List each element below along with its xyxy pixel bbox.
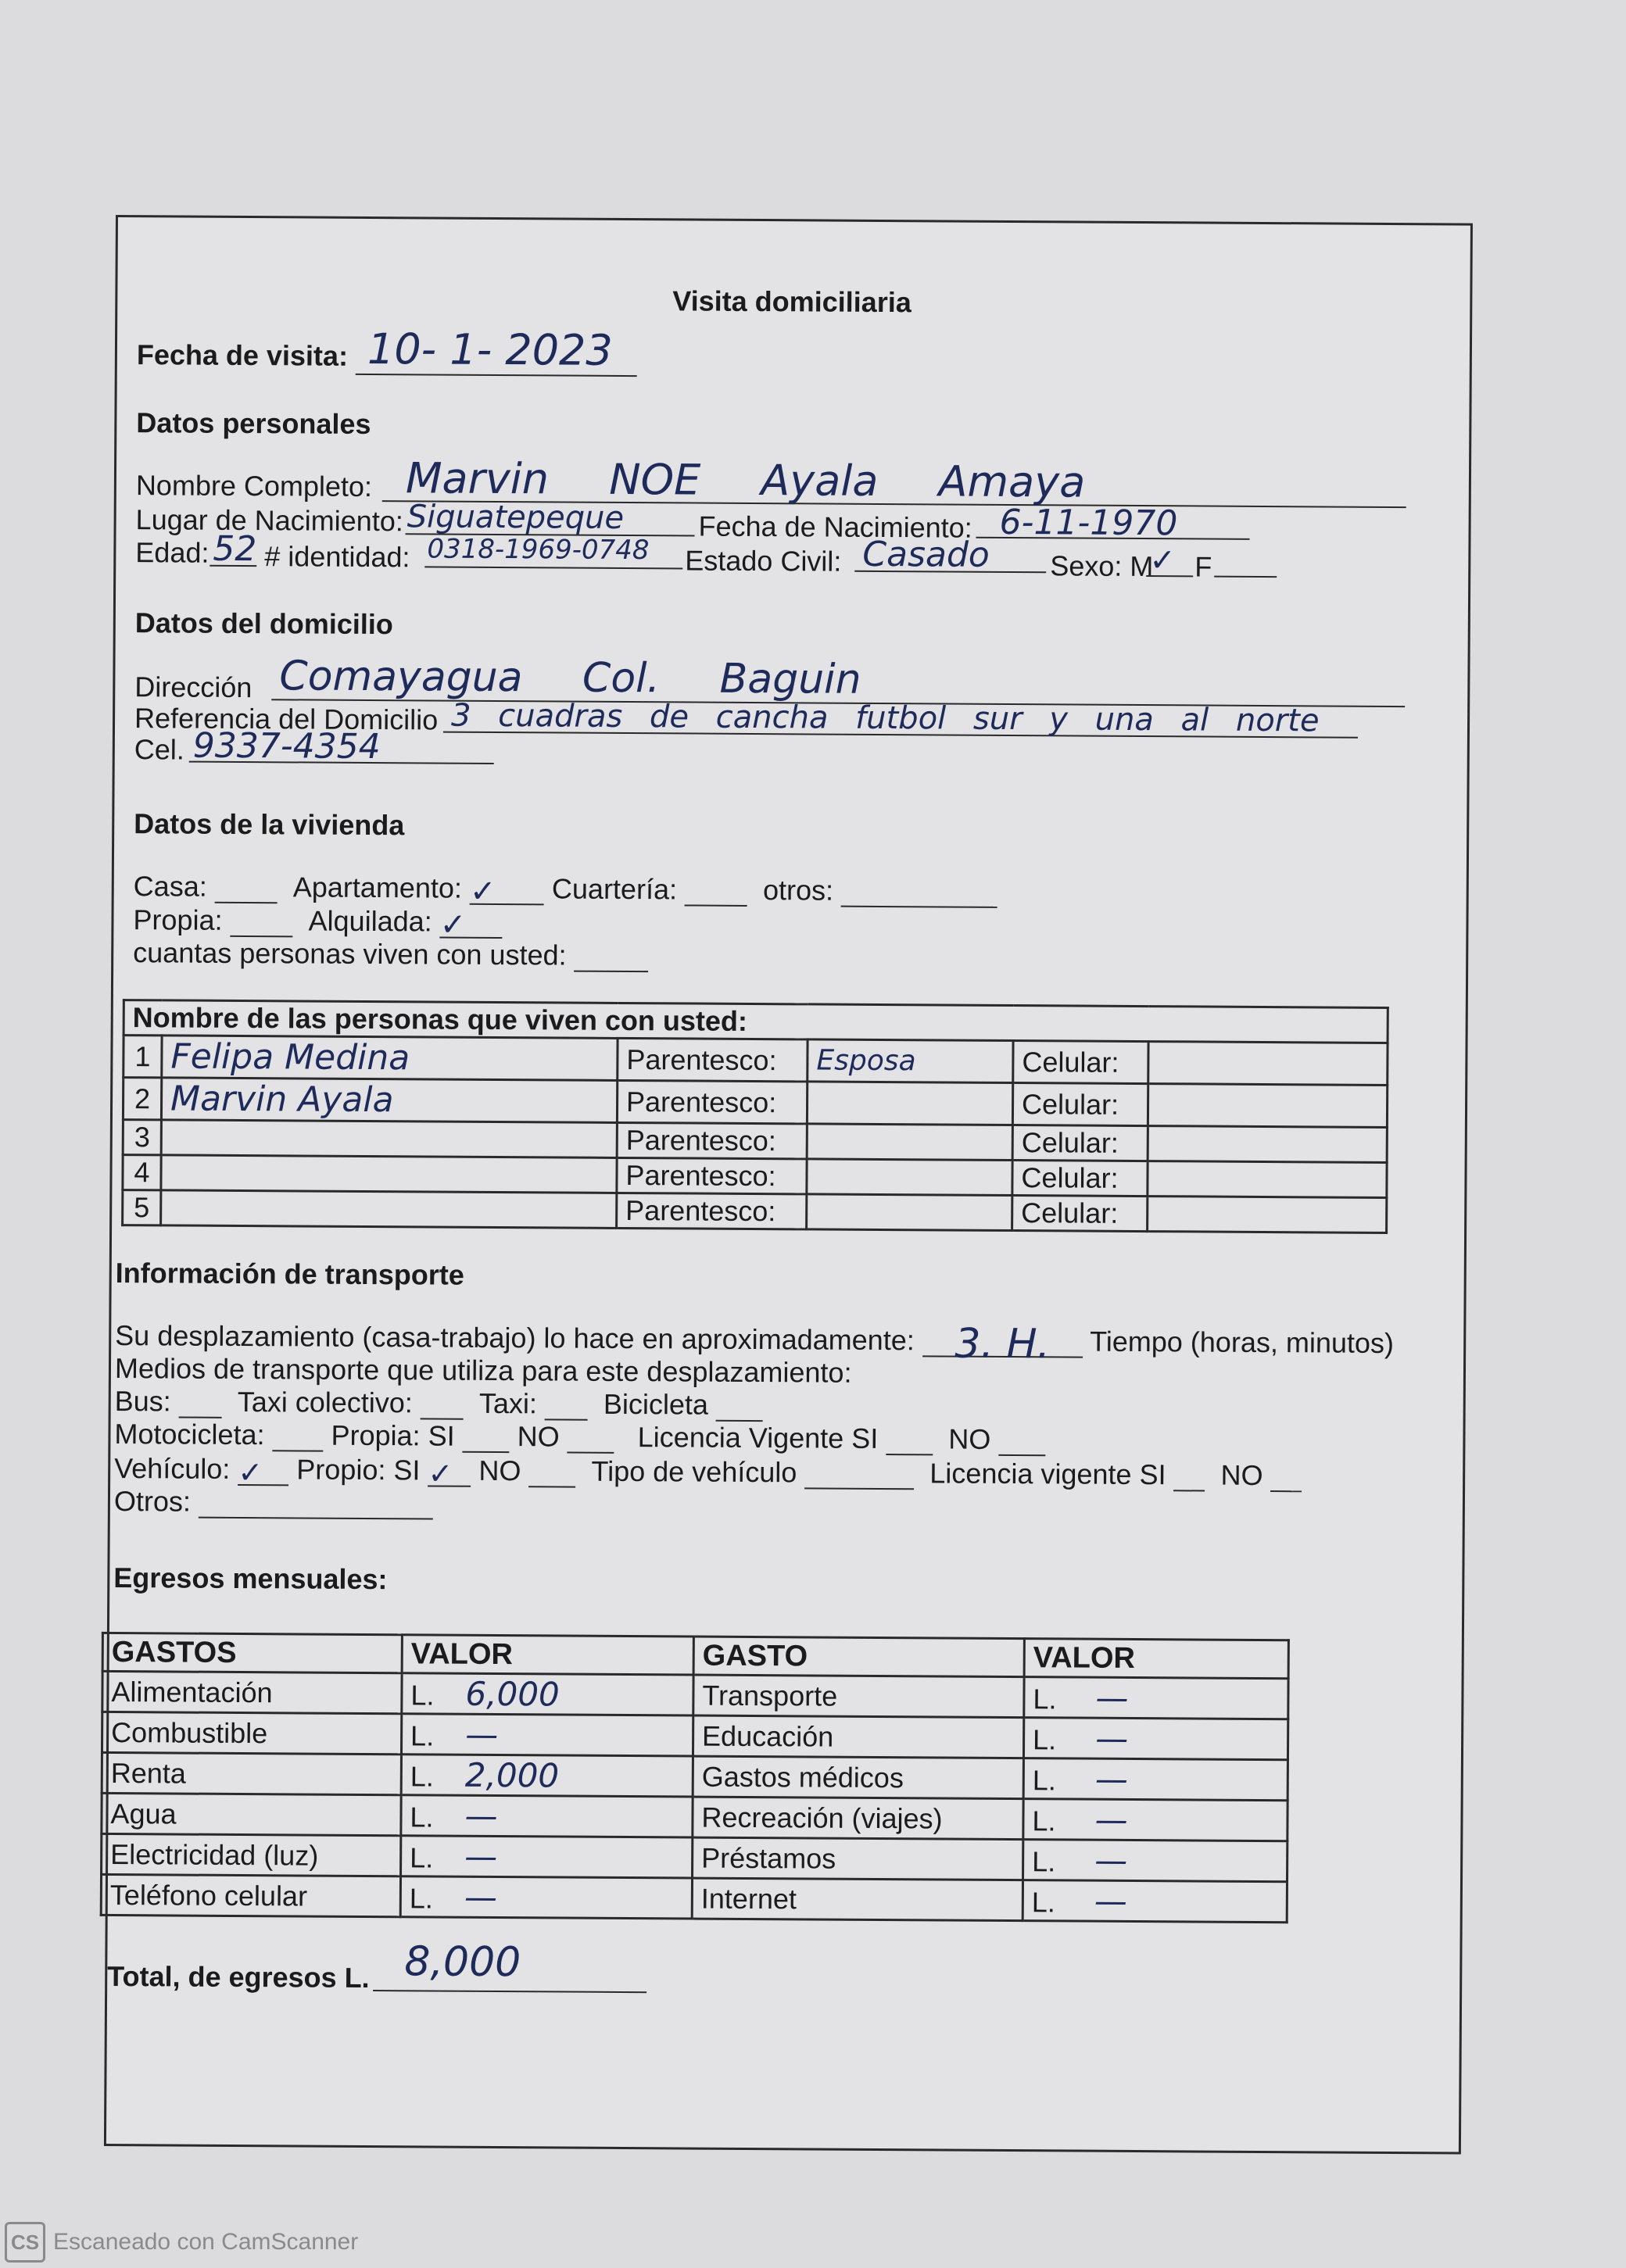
expense-name-b: Internet xyxy=(692,1878,1023,1921)
vehiculo-label: Vehículo: xyxy=(114,1452,231,1485)
people-row-cell xyxy=(1148,1197,1387,1233)
expense-name-a: Agua xyxy=(102,1793,401,1835)
id-value: 0318-1969-0748 xyxy=(427,533,650,567)
expense-name-b: Recreación (viajes) xyxy=(693,1797,1023,1840)
expense-name-b: Préstamos xyxy=(693,1837,1023,1880)
col-gastos: GASTOS xyxy=(102,1633,402,1672)
people-row-parentesco-label: Parentesco: xyxy=(617,1122,807,1158)
expense-currency-b: L. xyxy=(1032,1764,1056,1797)
people-row-number: 5 xyxy=(123,1190,161,1225)
total-value: 8,000 xyxy=(404,1938,521,1987)
transport-heading: Información de transporte xyxy=(115,1257,464,1291)
expenses-heading: Egresos mensuales: xyxy=(113,1561,388,1596)
form-title: Visita domiciliaria xyxy=(672,284,911,319)
expense-value-b: — xyxy=(1095,1678,1129,1717)
total-label: Total, de egresos L. xyxy=(107,1959,370,1994)
col-valor-2: VALOR xyxy=(1024,1639,1288,1679)
expense-currency-a: L. xyxy=(410,1801,434,1833)
bus-label: Bus: xyxy=(114,1385,171,1418)
expense-row xyxy=(102,1712,1288,1759)
dwelling-heading: Datos de la vivienda xyxy=(134,807,405,842)
vehiculo-propio-label: Propio: SI xyxy=(296,1453,421,1486)
people-row-name xyxy=(161,1155,617,1193)
expense-name-a: Teléfono celular xyxy=(101,1874,400,1916)
expense-value-b: — xyxy=(1094,1800,1128,1839)
people-row-relation xyxy=(807,1159,1012,1196)
col-gasto: GASTO xyxy=(693,1637,1024,1677)
reference-label: Referencia del Domicilio xyxy=(134,702,439,736)
age-value: 52 xyxy=(213,528,257,570)
moto-no-label: NO xyxy=(517,1420,560,1453)
reference-value: 3 cuadras de cancha futbol sur y una al norte xyxy=(450,697,1320,739)
alquilada-label: Alquilada: xyxy=(308,904,432,938)
people-row-celular-label: Celular: xyxy=(1012,1161,1148,1197)
people-row-relation xyxy=(807,1124,1012,1161)
expense-row xyxy=(101,1874,1287,1922)
people-row-parentesco-label: Parentesco: xyxy=(617,1080,807,1123)
commute-value: 3. H. xyxy=(922,1332,1083,1358)
people-row-relation xyxy=(807,1194,1012,1231)
expense-currency-b: L. xyxy=(1032,1845,1056,1878)
people-table xyxy=(121,999,1389,1234)
people-row xyxy=(123,1190,1387,1233)
otros-label: otros: xyxy=(762,874,834,907)
people-row-cell xyxy=(1148,1042,1388,1086)
phone-label: Cel. xyxy=(134,733,184,766)
expense-value-a: — xyxy=(464,1877,498,1917)
motocicleta-label: Motocicleta: xyxy=(114,1418,265,1451)
alquilada-checkmark: ✓ xyxy=(440,914,503,939)
expense-value-a: — xyxy=(464,1837,498,1876)
camscanner-watermark xyxy=(5,2222,358,2263)
expense-currency-a: L. xyxy=(410,1760,434,1793)
expenses-table xyxy=(100,1632,1290,1923)
civil-label: Estado Civil: xyxy=(685,544,842,578)
expense-row xyxy=(102,1793,1288,1841)
expense-name-b: Gastos médicos xyxy=(693,1756,1023,1799)
people-row-relation: Esposa xyxy=(808,1039,1013,1083)
people-row xyxy=(124,1036,1388,1086)
means-label: Medios de transporte que utiliza para este desplazamiento: xyxy=(114,1352,852,1389)
taxi-label: Taxi: xyxy=(478,1386,538,1420)
expense-value-b: — xyxy=(1094,1881,1128,1920)
camscanner-text: Escaneado con CamScanner xyxy=(53,2229,359,2255)
home-heading: Datos del domicilio xyxy=(134,606,393,641)
id-label: # identidad: xyxy=(264,540,410,574)
sex-m-checkmark: ✓ xyxy=(1149,542,1176,579)
apartamento-label: Apartamento: xyxy=(292,871,463,904)
expense-currency-a: L. xyxy=(410,1841,434,1874)
expense-name-a: Electricidad (luz) xyxy=(102,1833,401,1876)
form-sheet xyxy=(104,215,1473,2155)
birthdate-label: Fecha de Nacimiento: xyxy=(698,510,972,544)
moto-licencia-no-label: NO xyxy=(948,1422,991,1455)
people-row-name xyxy=(161,1190,617,1229)
propia-label: Propia: xyxy=(133,903,223,936)
expense-currency-a: L. xyxy=(409,1882,434,1915)
people-row-number: 1 xyxy=(124,1036,162,1078)
people-row-celular-label: Celular: xyxy=(1012,1125,1148,1161)
vehiculo-tipo-label: Tipo de vehículo xyxy=(591,1454,797,1489)
vehiculo-licencia-no-label: NO xyxy=(1220,1458,1263,1491)
expense-name-a: Combustible xyxy=(102,1712,401,1754)
people-row-name: Marvin Ayala xyxy=(161,1078,617,1123)
people-row-name xyxy=(161,1120,617,1158)
people-count-label: cuantas personas viven con usted: xyxy=(133,936,567,971)
commute-units: Tiempo (horas, minutos) xyxy=(1090,1325,1395,1360)
expense-value-b: — xyxy=(1095,1719,1129,1758)
vehiculo-licencia-label: Licencia vigente SI xyxy=(929,1457,1166,1491)
moto-licencia-label: Licencia Vigente SI xyxy=(637,1421,879,1454)
expense-currency-b: L. xyxy=(1032,1805,1056,1837)
people-table-header: Nombre de las personas que viven con usted: xyxy=(124,1000,1388,1043)
expense-name-a: Renta xyxy=(102,1752,401,1794)
casa-label: Casa: xyxy=(133,870,207,903)
expense-row xyxy=(102,1752,1288,1800)
people-row-parentesco-label: Parentesco: xyxy=(618,1038,808,1081)
expense-value-a: — xyxy=(464,1796,498,1836)
people-row-cell xyxy=(1148,1161,1387,1198)
age-label: Edad: xyxy=(135,536,210,569)
sex-f-label: F xyxy=(1194,550,1212,583)
people-row xyxy=(123,1078,1387,1128)
expense-currency-b: L. xyxy=(1031,1886,1055,1919)
people-row-celular-label: Celular: xyxy=(1013,1041,1148,1084)
people-row-cell xyxy=(1148,1126,1387,1163)
expense-currency-a: L. xyxy=(410,1679,435,1712)
expense-row xyxy=(102,1671,1288,1719)
expense-name-a: Alimentación xyxy=(102,1671,402,1713)
expense-value-a: — xyxy=(465,1715,499,1755)
people-row-name: Felipa Medina xyxy=(162,1036,618,1081)
expense-name-b: Educación xyxy=(693,1715,1023,1758)
people-row-cell xyxy=(1148,1084,1387,1128)
expense-currency-b: L. xyxy=(1033,1683,1057,1715)
people-row-number: 4 xyxy=(123,1155,161,1190)
address-label: Dirección xyxy=(134,671,252,704)
people-row-number: 3 xyxy=(123,1120,161,1155)
birthplace-label: Lugar de Nacimiento: xyxy=(135,503,403,538)
vehiculo-checkmark: ✓ xyxy=(238,1461,288,1486)
col-valor: VALOR xyxy=(402,1635,693,1675)
taxi-colectivo-label: Taxi colectivo: xyxy=(237,1385,414,1419)
cuarteria-label: Cuartería: xyxy=(551,872,678,906)
people-row-celular-label: Celular: xyxy=(1012,1083,1148,1126)
personal-heading: Datos personales xyxy=(136,406,371,440)
expense-value-b: — xyxy=(1094,1759,1128,1798)
expense-value-b: — xyxy=(1094,1841,1128,1880)
commute-label: Su desplazamiento (casa-trabajo) lo hace en aproximadamente: xyxy=(115,1319,915,1357)
visit-date-label: Fecha de visita: xyxy=(136,338,349,372)
people-row-parentesco-label: Parentesco: xyxy=(617,1193,807,1229)
civil-value: Casado xyxy=(862,534,990,575)
expense-value-a: 6,000 xyxy=(465,1674,560,1714)
expense-currency-b: L. xyxy=(1032,1723,1057,1756)
expense-value-a: 2,000 xyxy=(464,1755,560,1795)
expense-currency-a: L. xyxy=(410,1719,435,1752)
apartamento-checkmark: ✓ xyxy=(470,880,544,906)
otros-transport-label: Otros: xyxy=(113,1485,192,1518)
expense-row xyxy=(102,1833,1288,1881)
birthplace-value: Siguatepeque xyxy=(406,499,625,536)
birthdate-value: 6-11-1970 xyxy=(999,502,1178,544)
moto-propia-label: Propia: SI xyxy=(331,1418,455,1452)
bicicleta-label: Bicicleta xyxy=(603,1387,709,1421)
full-name-value: Marvin NOE Ayala Amaya xyxy=(405,453,1086,507)
expense-name-b: Transporte xyxy=(693,1675,1024,1718)
visit-date-value: 10- 1- 2023 xyxy=(367,324,613,375)
address-value: Comayagua Col. Baguin xyxy=(279,653,861,703)
people-row-number: 2 xyxy=(123,1078,161,1120)
full-name-label: Nombre Completo: xyxy=(135,469,373,503)
vehiculo-propio-checkmark: ✓ xyxy=(428,1461,471,1486)
phone-value: 9337-4354 xyxy=(192,725,381,767)
people-row-celular-label: Celular: xyxy=(1012,1196,1148,1232)
camscanner-logo-icon: CS xyxy=(5,2222,45,2263)
vehiculo-no-label: NO xyxy=(478,1454,521,1487)
sex-label: Sexo: M xyxy=(1050,549,1154,583)
people-row-relation xyxy=(807,1082,1012,1125)
people-row-parentesco-label: Parentesco: xyxy=(617,1157,807,1193)
